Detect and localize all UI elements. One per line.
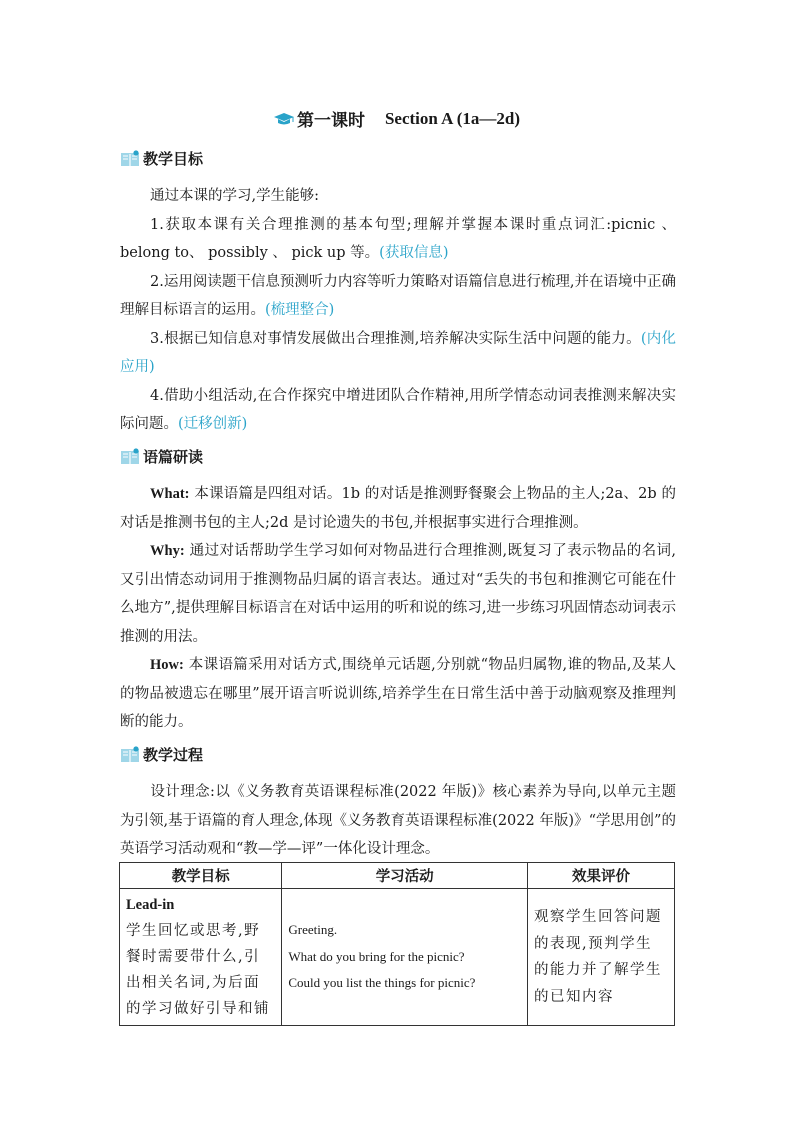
goal-cell [120,889,282,1026]
design-philosophy: 设计理念:以《义务教育英语课程标准(2022 年版)》核心素养为导向,以单元主题为引领,基于语篇的育人理念,体现《义务教育英语课程标准(2022 年版)》“学思用创”的英语学习活动观和“教—学—评”一体化设计理念。 [120,784,676,857]
analysis-body [120,480,676,737]
header-evaluation: 效果评价 [528,863,675,889]
analysis-heading [120,446,203,467]
objective-tag: (梳理整合) [265,302,335,318]
process-body [120,778,676,864]
table-header-row [120,863,675,889]
process-heading [120,744,203,765]
objective-item: 3.根据已知信息对事情发展做出合理推测,培养解决实际生活中问题的能力。(内化应用) [120,330,676,375]
book-icon [120,448,140,465]
process-heading-text: 教学过程 [143,746,204,764]
evaluation-text: 观察学生回答问题的表现,预判学生的能力并了解学生的已知内容 [534,909,662,1005]
activity-line: What do you bring for the picnic? [288,948,465,964]
activity-line: Greeting. [288,922,338,938]
book-icon [120,746,140,763]
objective-tag: (内化应用) [120,330,676,375]
objectives-heading-text: 教学目标 [143,150,204,168]
objective-item: 4.借助小组活动,在合作探究中增进团队合作精神,用所学情态动词表推测来解决实际问题。(迁移创新) [120,387,676,432]
activity-line: Could you list the things for picnic? [288,975,476,991]
objective-tag: (获取信息) [379,245,449,261]
objective-item: 1.获取本课有关合理推测的基本句型;理解并掌握本课时重点词汇:picnic 、belong to、 possibly 、 pick up 等。(获取信息) [120,216,676,261]
header-goal: 教学目标 [120,863,282,889]
objectives-heading [120,148,203,169]
header-activity: 学习活动 [282,863,528,889]
analysis-how: How: 本课语篇采用对话方式,围绕单元话题,分别就“物品归属物,谁的物品,及某人的物品被遗忘在哪里”展开语言听说训练,培养学生在日常生活中善于动脑观察及推理判断的能力。 [120,657,676,730]
lesson-title: 第一课时 [296,111,365,131]
analysis-heading-text: 语篇研读 [143,448,204,466]
objective-item: 2.运用阅读题干信息预测听力内容等听力策略对语篇信息进行梳理,并在语境中正确理解目标语言的运用。(梳理整合) [120,273,676,318]
page-title [0,106,794,131]
section-title: Section A (1a—2d) [384,108,521,128]
objectives-intro: 通过本课的学习,学生能够: [150,188,319,204]
goal-text: 学生回忆或思考,野餐时需要带什么,引出相关名词,为后面的学习做好引导和铺 [126,923,270,1017]
book-icon [120,150,140,167]
objectives-body [120,182,676,439]
table-row [120,889,675,1026]
objective-tag: (迁移创新) [178,416,248,432]
analysis-what: What: 本课语篇是四组对话。1b 的对话是推测野餐聚会上物品的主人;2a、2b 的对话是推测书包的主人;2d 是讨论遗失的书包,并根据事实进行合理推测。 [120,486,676,531]
lesson-plan-table [119,862,675,1026]
stage-label: Lead-in [126,897,175,913]
evaluation-cell [528,889,675,1026]
activity-cell [282,889,528,1026]
graduation-cap-icon [274,112,294,126]
analysis-why: Why: 通过对话帮助学生学习如何对物品进行合理推测,既复习了表示物品的名词,又引出情态动词用于推测物品归属的语言表达。通过对“丢失的书包和推测它可能在什么地方”,提供理解目标语言在对话中运用的听和说的练习,进一步练习巩固情态动词表示推测的用法。 [120,543,676,645]
